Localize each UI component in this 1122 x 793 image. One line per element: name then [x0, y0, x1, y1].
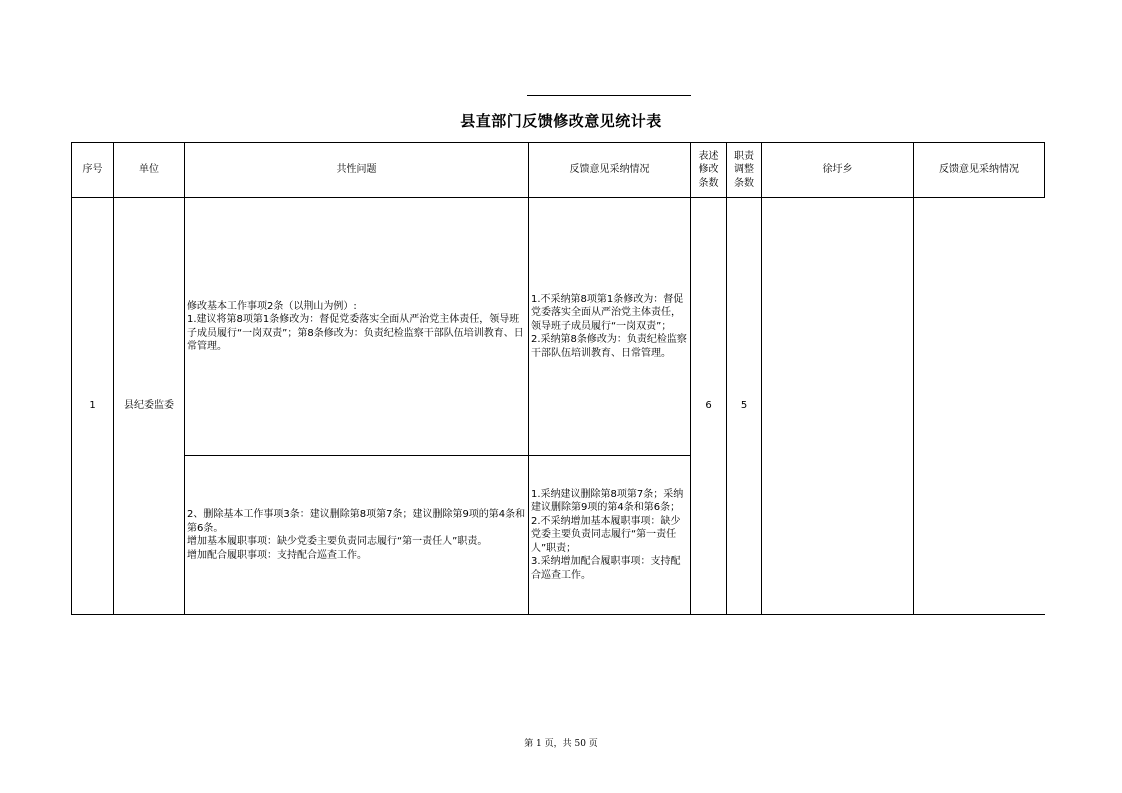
cell-unit: 县纪委监委 [114, 198, 185, 615]
cell-township [762, 198, 914, 615]
cell-issue-2: 2、删除基本工作事项3条：建议删除第8项第7条；建议删除第9项的第4条和第6条。 增加基本履职事项：缺少党委主要负责同志履行“第一责任人”职责。 增加配合履职事项：支持配合巡查工作。 [185, 456, 529, 615]
header-statement-modify-count: 表述 修改 条数 [691, 143, 727, 198]
page-title: 县直部门反馈修改意见统计表 [460, 112, 662, 130]
header-township: 徐圩乡 [762, 143, 914, 198]
cell-seq: 1 [72, 198, 114, 615]
cell-feedback-adoption-2 [914, 198, 1045, 615]
feedback-table [71, 142, 1045, 615]
title-top-rule [527, 95, 691, 96]
header-duty-adjust-count: 职责 调整 条数 [727, 143, 762, 198]
header-unit: 单位 [114, 143, 185, 198]
table-row [72, 198, 1045, 456]
table-header-row [72, 143, 1045, 198]
cell-duty-adjust-count: 5 [727, 198, 762, 615]
cell-feedback-2: 1.采纳建议删除第8项第7条；采纳建议删除第9项的第4条和第6条； 2.不采纳增加基本履职事项：缺少党委主要负责同志履行“第一责任人”职责； 3.采纳增加配合履职事项：支持配合巡查工作。 [529, 456, 691, 615]
header-feedback-adoption-2: 反馈意见采纳情况 [914, 143, 1045, 198]
header-seq: 序号 [72, 143, 114, 198]
cell-statement-modify-count: 6 [691, 198, 727, 615]
header-common-issue: 共性问题 [185, 143, 529, 198]
header-feedback-adoption: 反馈意见采纳情况 [529, 143, 691, 198]
cell-issue-1: 修改基本工作事项2条（以荆山为例）: 1.建议将第8项第1条修改为：督促党委落实全面从严治党主体责任，领导班子成员履行“一岗双责”；第8条修改为：负责纪检监察干部队伍培训教育、日常管理。 [185, 198, 529, 456]
page-footer: 第 1 页，共 50 页 [524, 739, 598, 749]
cell-feedback-1: 1.不采纳第8项第1条修改为：督促党委落实全面从严治党主体责任，领导班子成员履行“一岗双责”； 2.采纳第8条修改为：负责纪检监察干部队伍培训教育、日常管理。 [529, 198, 691, 456]
